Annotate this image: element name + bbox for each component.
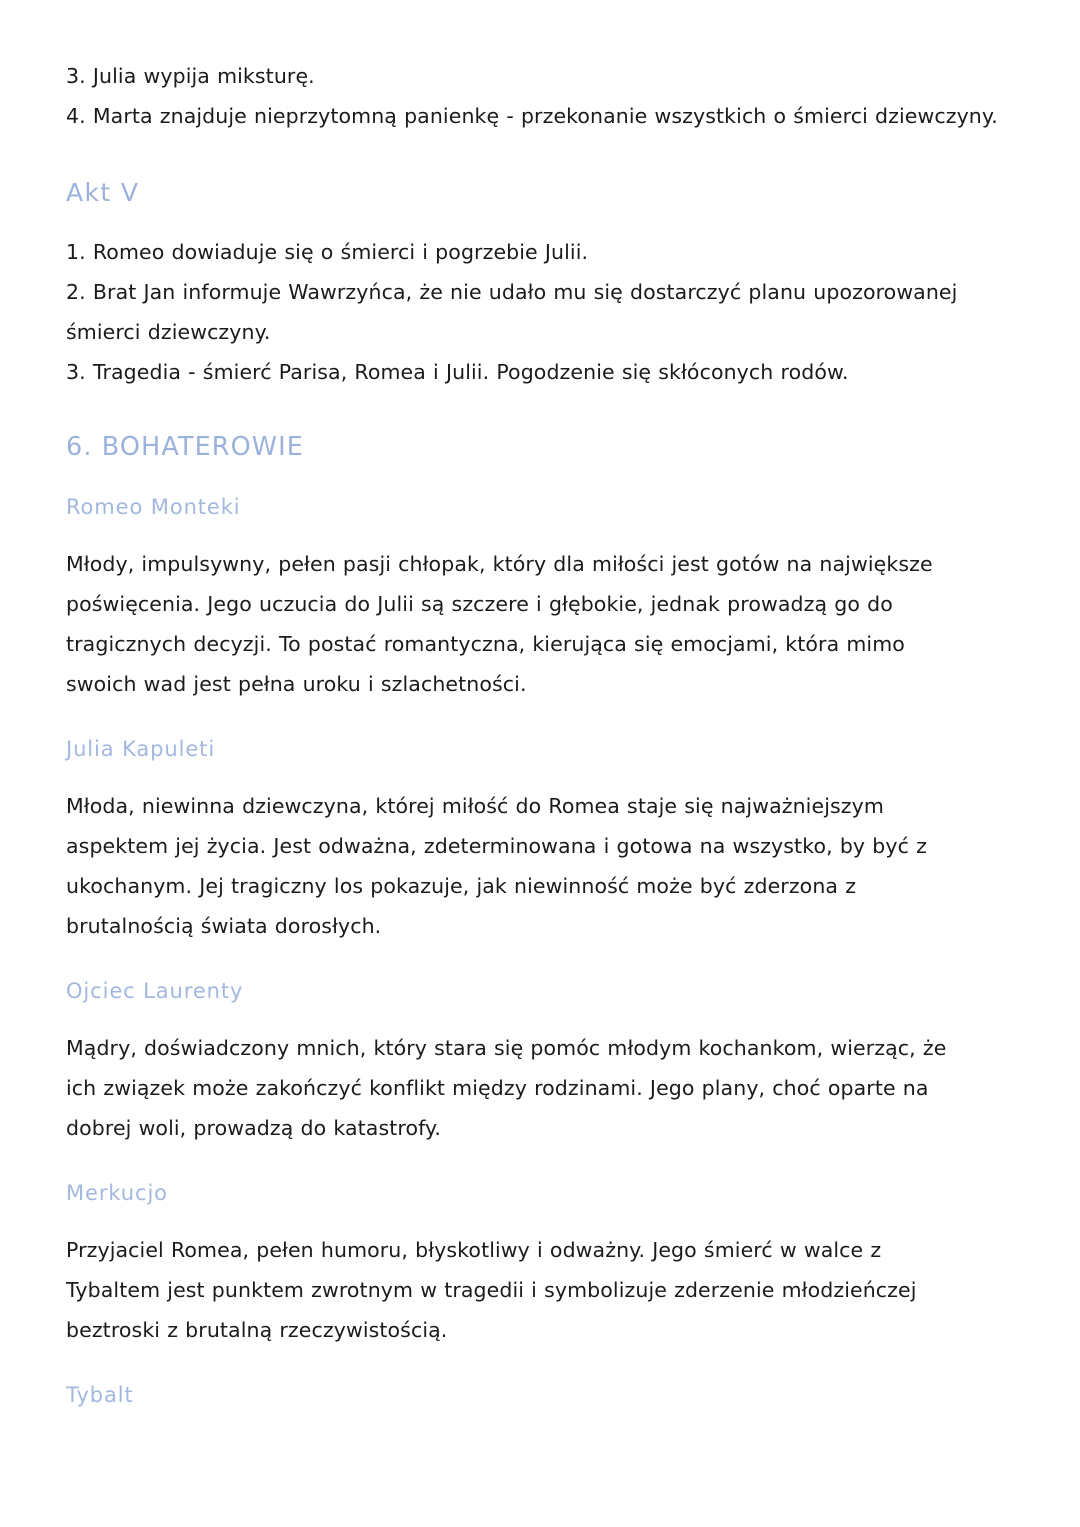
heading-section-bohaterowie: 6. BOHATEROWIE bbox=[66, 432, 304, 462]
character-description bbox=[66, 544, 996, 704]
spacer bbox=[66, 464, 996, 492]
spacer bbox=[66, 1208, 996, 1230]
list-item: 1. Romeo dowiaduje się o śmierci i pogrzebie Julii. bbox=[66, 240, 589, 264]
document-body bbox=[66, 56, 996, 1438]
list-item: 3. Julia wypija miksturę. bbox=[66, 64, 315, 88]
character-description bbox=[66, 786, 996, 946]
spacer bbox=[66, 946, 996, 976]
heading-character-ojciec-laurenty: Ojciec Laurenty bbox=[66, 979, 244, 1003]
text-line: Młody, impulsywny, pełen pasji chłopak, który dla miłości jest gotów na największe bbox=[66, 552, 933, 576]
text-line: Tybaltem jest punktem zwrotnym w tragedii i symbolizuje zderzenie młodzieńczej bbox=[66, 1278, 917, 1302]
spacer bbox=[66, 522, 996, 544]
text-line: swoich wad jest pełna uroku i szlachetności. bbox=[66, 672, 527, 696]
character-description bbox=[66, 1230, 996, 1350]
spacer bbox=[66, 136, 996, 176]
act-five-list bbox=[66, 232, 996, 392]
list-item: 2. Brat Jan informuje Wawrzyńca, że nie udało mu się dostarczyć planu upozorowanej bbox=[66, 280, 958, 304]
text-line: tragicznych decyzji. To postać romantyczna, kierująca się emocjami, która mimo bbox=[66, 632, 905, 656]
spacer bbox=[66, 764, 996, 786]
spacer bbox=[66, 1350, 996, 1380]
list-item: 4. Marta znajduje nieprzytomną panienkę - przekonanie wszystkich o śmierci dziewczyny. bbox=[66, 104, 998, 128]
text-line: poświęcenia. Jego uczucia do Julii są szczere i głębokie, jednak prowadzą go do bbox=[66, 592, 893, 616]
text-line: Przyjaciel Romea, pełen humoru, błyskotliwy i odważny. Jego śmierć w walce z bbox=[66, 1238, 882, 1262]
text-line: ukochanym. Jej tragiczny los pokazuje, jak niewinność może być zderzona z bbox=[66, 874, 857, 898]
heading-character-romeo-monteki: Romeo Monteki bbox=[66, 495, 241, 519]
list-item-continuation: śmierci dziewczyny. bbox=[66, 320, 271, 344]
spacer bbox=[66, 210, 996, 232]
heading-character-julia-kapuleti: Julia Kapuleti bbox=[66, 737, 216, 761]
spacer bbox=[66, 392, 996, 430]
spacer bbox=[66, 704, 996, 734]
spacer bbox=[66, 1410, 996, 1438]
spacer bbox=[66, 1006, 996, 1028]
text-line: brutalnością świata dorosłych. bbox=[66, 914, 382, 938]
list-item: 3. Tragedia - śmierć Parisa, Romea i Julii. Pogodzenie się skłóconych rodów. bbox=[66, 360, 849, 384]
act-four-tail-list bbox=[66, 56, 996, 136]
text-line: Mądry, doświadczony mnich, który stara się pomóc młodym kochankom, wierząc, że bbox=[66, 1036, 947, 1060]
text-line: dobrej woli, prowadzą do katastrofy. bbox=[66, 1116, 441, 1140]
text-line: beztroski z brutalną rzeczywistością. bbox=[66, 1318, 448, 1342]
spacer bbox=[66, 1148, 996, 1178]
heading-character-tybalt: Tybalt bbox=[66, 1383, 134, 1407]
heading-act-v: Akt V bbox=[66, 178, 140, 207]
heading-character-merkucjo: Merkucjo bbox=[66, 1181, 168, 1205]
text-line: Młoda, niewinna dziewczyna, której miłość do Romea staje się najważniejszym bbox=[66, 794, 884, 818]
text-line: aspektem jej życia. Jest odważna, zdeterminowana i gotowa na wszystko, by być z bbox=[66, 834, 927, 858]
text-line: ich związek może zakończyć konflikt między rodzinami. Jego plany, choć oparte na bbox=[66, 1076, 929, 1100]
character-description bbox=[66, 1028, 996, 1148]
